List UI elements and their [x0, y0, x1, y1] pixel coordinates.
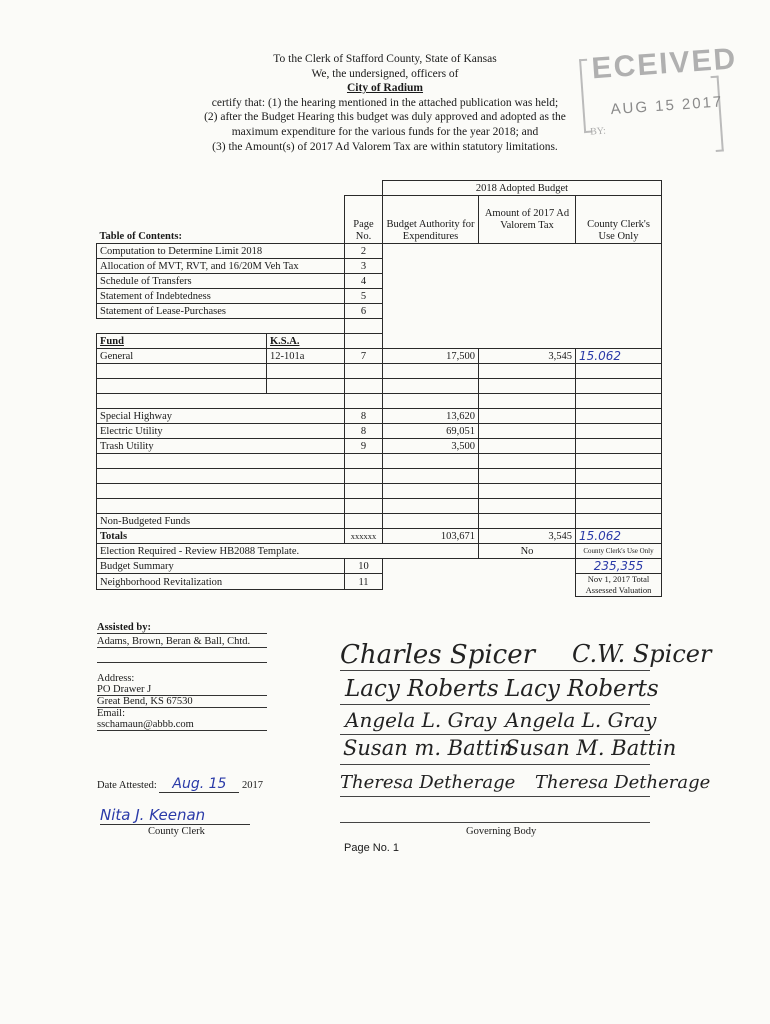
signature-4: Susan M. Battin [505, 736, 677, 760]
email-value: sschamaun@abbb.com [97, 719, 267, 731]
address-line-2: Great Bend, KS 67530 [97, 696, 267, 708]
county-clerk-label: County Clerk [148, 826, 205, 837]
header-line-4: certify that: (1) the hearing mentioned in the attached publication was held; [211, 96, 559, 109]
fund-special-highway: Special Highway [97, 409, 345, 424]
city-name: City of Radium [346, 82, 424, 95]
toc-page: 5 [345, 289, 383, 304]
stamp-date: AUG 15 2017 [610, 93, 724, 119]
stamp-word: ECEIVED [590, 42, 739, 86]
header-line-5: (2) after the Budget Hearing this budget was duly approved and adopted as the [204, 111, 566, 124]
email-label: Email: [97, 708, 125, 719]
fund-budget: 3,500 [383, 439, 479, 454]
signature-printed-2: Lacy Roberts [345, 676, 499, 702]
date-attested-label: Date Attested: [97, 780, 157, 791]
fund-general-budget: 17,500 [383, 349, 479, 364]
signature-printed-4: Susan m. Battin [343, 736, 513, 760]
signature-printed-5: Theresa Detherage [340, 772, 516, 793]
election-clerk-note: County Clerk's Use Only [576, 544, 662, 559]
assisted-block [97, 622, 267, 731]
fund-electric-utility: Electric Utility [97, 424, 345, 439]
header-line-1: To the Clerk of Stafford County, State of Kansas [273, 53, 497, 65]
col-page-header: Page No. [345, 196, 383, 244]
toc-row: Computation to Determine Limit 2018 [97, 244, 345, 259]
address-label: Address: [97, 673, 135, 684]
budget-summary-page: 10 [345, 559, 383, 574]
fund-general-tax: 3,545 [479, 349, 576, 364]
toc-row: Schedule of Transfers [97, 274, 345, 289]
col-budget-header: Budget Authority for Expenditures [383, 196, 479, 244]
fund-page: 9 [345, 439, 383, 454]
budget-table [96, 180, 662, 597]
fund-general-page: 7 [345, 349, 383, 364]
totals-clerk: 15.062 [576, 529, 662, 544]
header-line-6: maximum expenditure for the various funds for the year 2018; and [231, 125, 539, 138]
signature-2: Lacy Roberts [505, 676, 659, 702]
fund-page: 8 [345, 424, 383, 439]
toc-row: Allocation of MVT, RVT, and 16/20M Veh Tax [97, 259, 345, 274]
fund-budget: 13,620 [383, 409, 479, 424]
budget-summary-label: Budget Summary [97, 559, 345, 574]
page-number: Page No. 1 [344, 842, 400, 854]
date-attested [97, 776, 307, 793]
fund-budget: 69,051 [383, 424, 479, 439]
assessed-valuation: 235,355 [576, 559, 662, 574]
toc-page: 3 [345, 259, 383, 274]
certification-header [150, 52, 620, 154]
assisted-firm: Adams, Brown, Beran & Ball, Chtd. [97, 636, 267, 648]
toc-page: 6 [345, 304, 383, 319]
header-line-7: (3) the Amount(s) of 2017 Ad Valorem Tax are within statutory limitations. [212, 140, 558, 153]
neighborhood-page: 11 [345, 574, 383, 590]
fund-trash-utility: Trash Utility [97, 439, 345, 454]
toc-row: Statement of Lease-Purchases [97, 304, 345, 319]
fund-page: 8 [345, 409, 383, 424]
toc-page: 4 [345, 274, 383, 289]
totals-label: Totals [97, 529, 345, 544]
non-budgeted-funds: Non-Budgeted Funds [97, 514, 345, 529]
valuation-note: Nov 1, 2017 Total Assessed Valuation [576, 574, 662, 597]
fund-general-clerk: 15.062 [576, 349, 662, 364]
group-header: 2018 Adopted Budget [383, 181, 662, 196]
signature-3: Angela L. Gray [505, 708, 657, 732]
col-clerk-header: County Clerk's Use Only [576, 196, 662, 244]
date-attested-year: 2017 [242, 780, 264, 791]
fund-label: Fund [97, 334, 267, 349]
signature-printed-1: Charles Spicer [340, 640, 536, 670]
toc-row: Statement of Indebtedness [97, 289, 345, 304]
assisted-label: Assisted by: [97, 622, 267, 634]
governing-body-label: Governing Body [466, 826, 537, 837]
toc-page: 2 [345, 244, 383, 259]
election-value: No [479, 544, 576, 559]
totals-page: xxxxxx [345, 529, 383, 544]
signature-1: C.W. Spicer [572, 640, 712, 668]
stamp-by: BY: [589, 125, 607, 138]
address-line-1: PO Drawer J [97, 684, 267, 696]
totals-tax: 3,545 [479, 529, 576, 544]
fund-general-ksa: 12-101a [267, 349, 345, 364]
date-attested-hand: Aug. 15 [159, 776, 239, 793]
toc-label: Table of Contents: [99, 231, 182, 242]
signature-5: Theresa Detherage [535, 772, 711, 793]
totals-budget: 103,671 [383, 529, 479, 544]
header-line-2: We, the undersigned, officers of [311, 67, 459, 80]
neighborhood-label: Neighborhood Revitalization [97, 574, 345, 590]
ksa-label: K.S.A. [267, 334, 345, 349]
election-label: Election Required - Review HB2088 Template. [97, 544, 479, 559]
fund-general: General [97, 349, 267, 364]
col-tax-header: Amount of 2017 Ad Valorem Tax [479, 196, 576, 244]
county-clerk-signature: Nita J. Keenan [100, 806, 250, 825]
received-stamp [578, 35, 739, 163]
signature-printed-3: Angela L. Gray [345, 708, 497, 732]
